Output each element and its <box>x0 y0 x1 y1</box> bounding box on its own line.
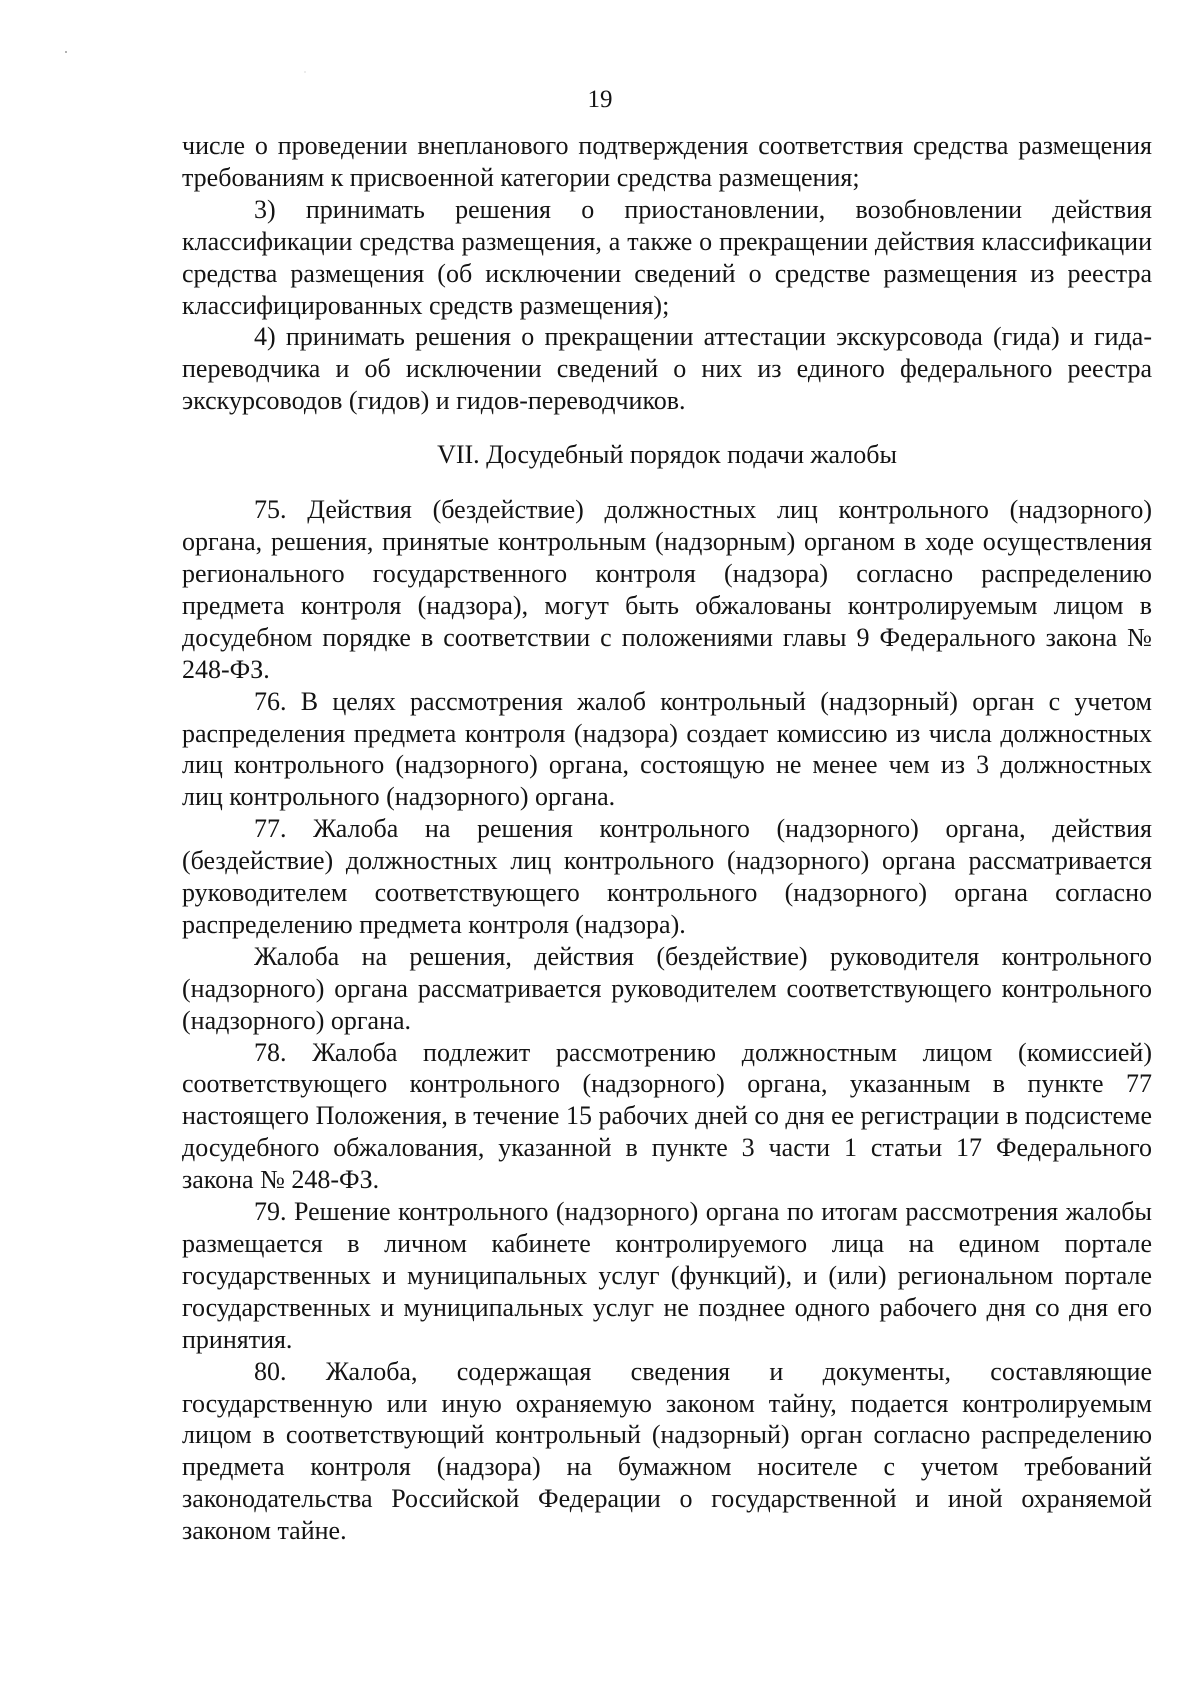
paragraph-77-continued: Жалоба на решения, действия (бездействие) руководителя контрольного (надзорного) органа рассматривается руководителем соответствующего контрольного (надзорного) органа. <box>182 941 1152 1035</box>
paragraph-77: 77. Жалоба на решения контрольного (надзорного) органа, действия (бездействие) должностных лиц контрольного (надзорного) органа рассматривается руководителем соответствующего контрольного (надзорного) органа согласно распределению предмета контроля (надзора). <box>182 814 1152 939</box>
paragraph-item-3: 3) принимать решения о приостановлении, возобновлении действия классификации средства размещения, а также о прекращении действия классификации средства размещения (об исключении сведений о средстве размещения из реестра классифицированных средств размещения); <box>182 194 1152 320</box>
section-heading: VII. Досудебный порядок подачи жалобы <box>437 440 897 470</box>
paragraph-75: 75. Действия (бездействие) должностных лиц контрольного (надзорного) органа, решения, принятые контрольным (надзорным) органом в ходе осуществления регионального государственного контроля (надзора) согласно распределению предмета контроля (надзора), могут быть обжалованы контролируемым лицом в досудебном порядке в соответствии с положениями главы 9 Федерального закона № 248-ФЗ. <box>182 495 1152 684</box>
paragraph-78: 78. Жалоба подлежит рассмотрению должностным лицом (комиссией) соответствующего контрольного (надзорного) органа, указанным в пункте 77 настоящего Положения, в течение 15 рабочих дней со дня ее регистрации в подсистеме досудебного обжалования, указанной в пункте 3 части 1 статьи 17 Федерального закона № 248-ФЗ. <box>182 1037 1152 1195</box>
paragraph-79: 79. Решение контрольного (надзорного) органа по итогам рассмотрения жалобы размещается в личном кабинете контролируемого лица на едином портале государственных и муниципальных услуг (функций), и (или) региональном портале государственных и муниципальных услуг не позднее одного рабочего дня со дня его принятия. <box>182 1197 1152 1354</box>
paragraph-continuation: числе о проведении внепланового подтверждения соответствия средства размещения требованиям к присвоенной категории средства размещения; <box>182 131 1152 192</box>
paragraph-76: 76. В целях рассмотрения жалоб контрольный (надзорный) орган с учетом распределения предмета контроля (надзора) создает комиссию из числа должностных лиц контрольного (надзорного) органа, состоящую не менее чем из 3 должностных лиц контрольного (надзорного) органа. <box>182 686 1152 812</box>
document-body <box>182 130 1152 1547</box>
page-number: 19 <box>587 86 613 113</box>
paragraph-80: 80. Жалоба, содержащая сведения и документы, составляющие государственную или иную охраняемую законом тайну, подается контролируемым лицом в соответствующий контрольный (надзорный) орган согласно распределению предмета контроля (надзора) на бумажном носителе с учетом требований законодательства Российской Федерации о государственной и иной охраняемой законом тайне. <box>182 1356 1152 1546</box>
paragraph-item-4: 4) принимать решения о прекращении аттестации экскурсовода (гида) и гида-переводчика и об исключении сведений о них из единого федерального реестра экскурсоводов (гидов) и гидов-переводчиков. <box>182 322 1152 416</box>
